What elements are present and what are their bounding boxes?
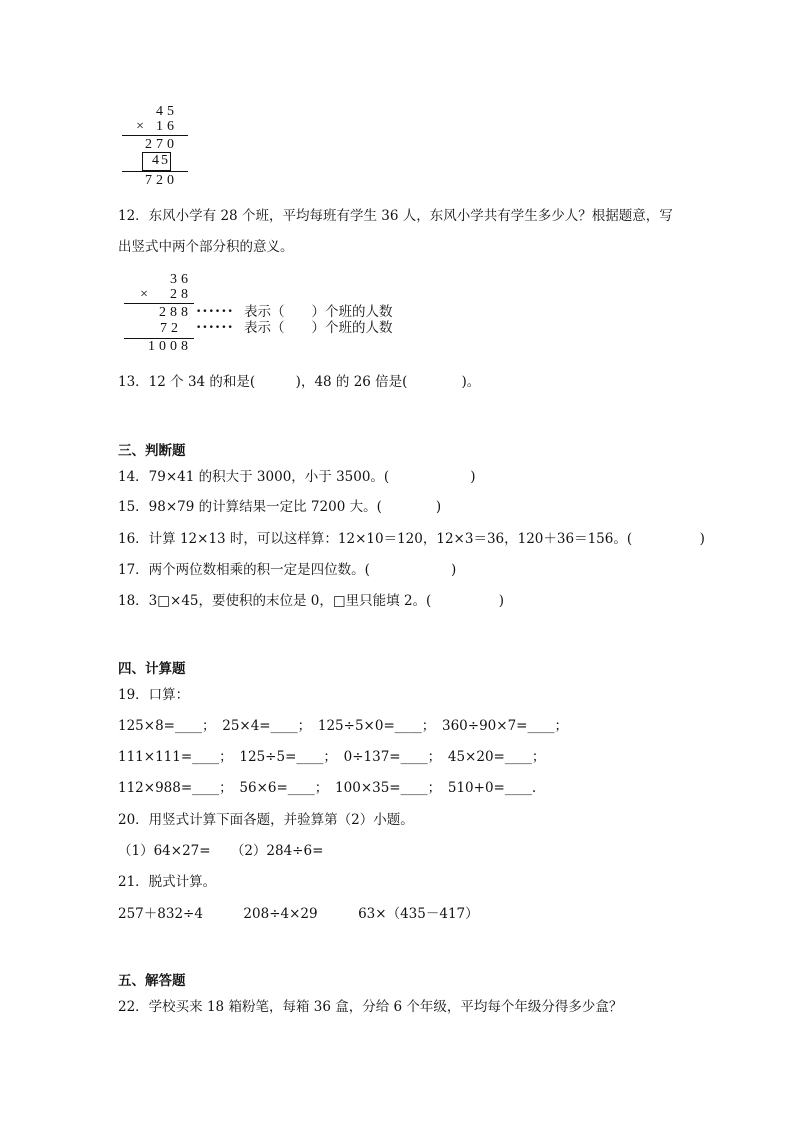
calc1-rule-2 [122,171,188,172]
q21-text: 21．脱式计算。 [118,874,217,890]
q17-text: 17．两个两位数相乘的积一定是四位数。( ) [118,562,457,578]
q15-text: 15．98×79 的计算结果一定比 7200 大。( ) [118,499,442,515]
q12-line-2: 出竖式中两个部分积的意义。 [118,239,294,255]
q16-text: 16．计算 12×13 时，可以这样算：12×10＝120，12×3＝36，120＋36＝156。( ) [118,531,705,547]
calc1-top: 45 [156,104,178,119]
calc1-rule-1 [122,135,188,136]
q19-text: 19．口算： [118,687,190,703]
calc2-note-2: 表示（ ）个班的人数 [244,320,393,336]
calc2-dots-2: •••••• [196,323,234,333]
section-4-title: 四、计算题 [118,661,186,677]
q20-items: （1）64×27= （2）284÷6= [118,843,324,859]
oral-calc-row-1: 125×8=____； 25×4=____； 125÷5×0=____； 360÷90×7=____； [118,718,568,734]
section-3-title: 三、判断题 [118,443,186,459]
calc2-rule-1 [124,303,194,304]
q21-items: 257＋832÷4 208÷4×29 63×（435－417） [118,906,479,922]
q13-text: 13．12 个 34 的和是( )，48 的 26 倍是( )。 [118,374,481,390]
calc2-partial-1: 288 [159,305,192,320]
q20-text: 20．用竖式计算下面各题，并验算第（2）小题。 [118,812,414,828]
q18-text: 18．3□×45，要使积的末位是 0，□里只能填 2。( ) [118,593,505,609]
calc1-partial-1: 270 [145,137,178,152]
oral-calc-row-3: 112×988=____； 56×6=____； 100×35=____； 510+0=____. [118,780,537,796]
q12-line-1: 12．东风小学有 28 个班，平均每班有学生 36 人，东风小学共有学生多少人？根据题意，写 [118,208,673,224]
oral-calc-row-2: 111×111=____； 125÷5=____； 0÷137=____； 45×20=____； [118,749,546,765]
calc2-note-1: 表示（ ）个班的人数 [244,304,393,320]
calc2-dots-1: •••••• [196,307,234,317]
calc1-result: 720 [145,173,178,188]
calc2-partial-2: 72 [160,321,182,336]
calc2-times-sign: × [140,287,148,302]
calc2-multiplier: 28 [170,287,192,302]
calc1-times-sign: × [136,119,144,134]
q14-text: 14．79×41 的积大于 3000，小于 3500。( ) [118,469,476,485]
calc2-result: 1008 [148,339,192,354]
q22-text: 22．学校买来 18 箱粉笔，每箱 36 盒，分给 6 个年级，平均每个年级分得多少盒？ [118,999,623,1015]
calc1-multiplier: 16 [156,119,178,134]
section-5-title: 五、解答题 [118,973,186,989]
calc2-top: 36 [170,272,192,287]
calc1-partial-2: 45 [152,153,170,168]
